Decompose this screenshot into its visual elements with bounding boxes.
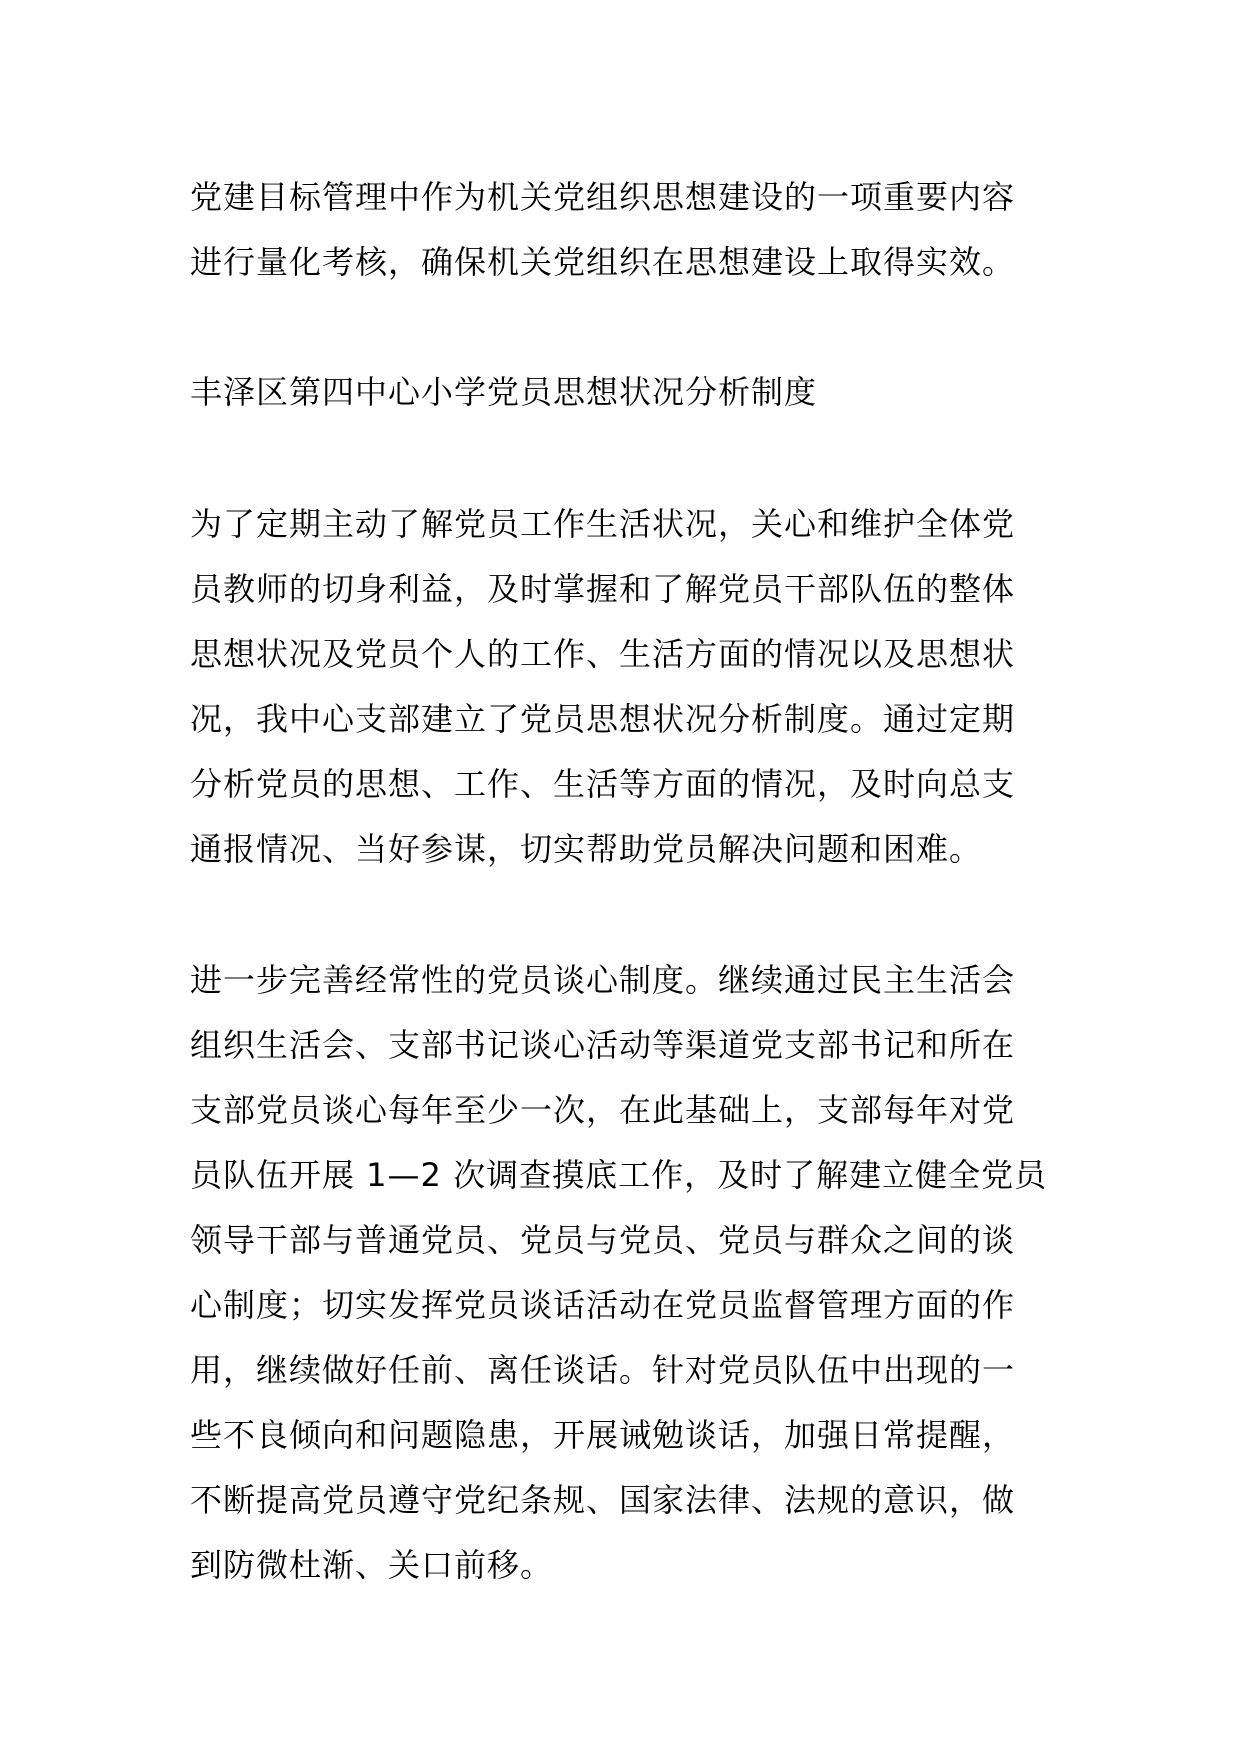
paragraph-thought-analysis bbox=[190, 492, 1060, 882]
paragraph-line: 通报情况、当好参谋，切实帮助党员解决问题和困难。 bbox=[190, 830, 983, 868]
paragraph-line: 不断提高党员遵守党纪条规、国家法律、法规的意识，做 bbox=[190, 1481, 1016, 1519]
paragraph-line: 用，继续做好任前、离任谈话。针对党员队伍中出现的一 bbox=[190, 1351, 1016, 1389]
paragraph-line: 到防微杜渐、关口前移。 bbox=[190, 1546, 554, 1584]
paragraph-line: 况，我中心支部建立了党员思想状况分析制度。通过定期 bbox=[190, 700, 1016, 738]
intro-line: 党建目标管理中作为机关党组织思想建设的一项重要内容 bbox=[190, 178, 1016, 216]
paragraph-line: 员队伍开展 1—2 次调查摸底工作，及时了解建立健全党员 bbox=[190, 1156, 1048, 1194]
section-heading bbox=[190, 360, 1060, 425]
paragraph-line: 进一步完善经常性的党员谈心制度。继续通过民主生活会 bbox=[190, 961, 1016, 999]
paragraph-line: 思想状况及党员个人的工作、生活方面的情况以及思想状 bbox=[190, 635, 1016, 673]
intro-line: 进行量化考核，确保机关党组织在思想建设上取得实效。 bbox=[190, 243, 1016, 281]
paragraph-line: 员教师的切身利益，及时掌握和了解党员干部队伍的整体 bbox=[190, 570, 1016, 608]
paragraph-line: 领导干部与普通党员、党员与党员、党员与群众之间的谈 bbox=[190, 1221, 1016, 1259]
paragraph-line: 组织生活会、支部书记谈心活动等渠道党支部书记和所在 bbox=[190, 1026, 1016, 1064]
paragraph-line: 为了定期主动了解党员工作生活状况，关心和维护全体党 bbox=[190, 505, 1016, 543]
paragraph-line: 些不良倾向和问题隐患，开展诫勉谈话，加强日常提醒， bbox=[190, 1416, 1016, 1454]
heading-text: 丰泽区第四中心小学党员思想状况分析制度 bbox=[190, 373, 818, 411]
paragraph-heart-talk bbox=[190, 948, 1060, 1598]
paragraph-line: 心制度；切实发挥党员谈话活动在党员监督管理方面的作 bbox=[190, 1286, 1016, 1324]
intro-paragraph bbox=[190, 165, 1060, 295]
paragraph-line: 分析党员的思想、工作、生活等方面的情况，及时向总支 bbox=[190, 765, 1016, 803]
paragraph-line: 支部党员谈心每年至少一次，在此基础上，支部每年对党 bbox=[190, 1091, 1016, 1129]
